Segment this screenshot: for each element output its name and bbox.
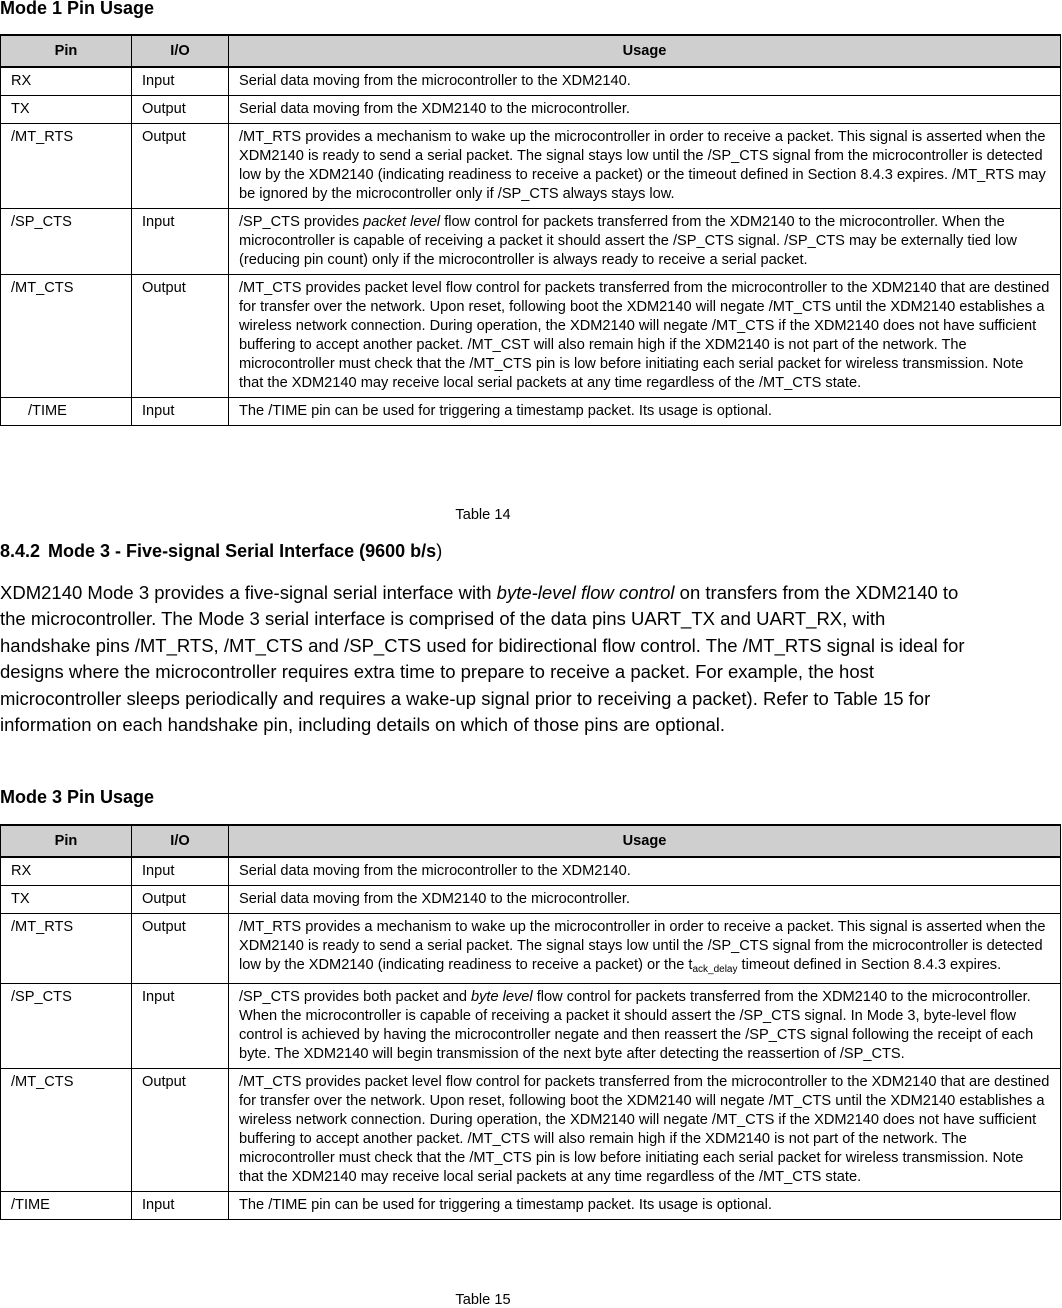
usage-text: flow control for packets transferred from the XDM2140 to the microcontroller. When the microcontroller is capable of receiving a packet it should assert the /SP_CTS signal. In Mode 3, byte-level flow control is achieved by having the microcontroller negate and then reassert the /SP_CTS signal following the receipt of each byte. The XDM2140 will begin transmission of the next byte after detecting the reassertion of /SP_CTS. bbox=[239, 989, 1034, 1062]
pin-cell: /MT_CTS bbox=[1, 275, 132, 398]
io-cell: Input bbox=[132, 1192, 229, 1220]
table14 bbox=[0, 34, 1061, 426]
pin-cell: /SP_CTS bbox=[1, 984, 132, 1069]
header-pin: Pin bbox=[1, 35, 132, 67]
pin-cell: /TIME bbox=[1, 398, 132, 426]
io-cell: Output bbox=[132, 1069, 229, 1192]
io-cell: Input bbox=[132, 209, 229, 275]
section-paragraph bbox=[0, 580, 975, 738]
table-row bbox=[1, 1069, 1061, 1192]
section-number: 8.4.2 bbox=[0, 541, 41, 561]
usage-emphasis: byte level bbox=[471, 989, 533, 1005]
usage-cell: Serial data moving from the microcontroller to the XDM2140. bbox=[229, 857, 1061, 886]
table-row bbox=[1, 96, 1061, 124]
io-cell: Output bbox=[132, 96, 229, 124]
io-cell: Input bbox=[132, 984, 229, 1069]
pin-cell: /TIME bbox=[1, 1192, 132, 1220]
paragraph-text: XDM2140 Mode 3 provides a five-signal serial interface with bbox=[0, 582, 497, 603]
table-header-row bbox=[1, 35, 1061, 67]
paragraph-text: on transfers from the XDM2140 to the microcontroller. The Mode 3 serial interface is comprised of the data pins UART_TX and UART_RX, with handshake pins /MT_RTS, /MT_CTS and /SP_CTS used for bidirectional flow control. The /MT_RTS signal is ideal for designs where the microcontroller requires extra time to prepare to receive a packet. For example, the host microcontroller sleeps periodically and requires a wake-up signal prior to receiving a packet). Refer to Table 15 for information on each handshake pin, including details on which of those pins are optional. bbox=[0, 582, 965, 736]
usage-cell: /MT_CTS provides packet level flow control for packets transferred from the microcontroller to the XDM2140 that are destined for transfer over the network. Upon reset, following boot the XDM2140 will negate /MT_CTS until the XDM2140 establishes a wireless network connection. During operation, the XDM2140 will negate /MT_CTS if the XDM2140 does not have sufficient buffering to accept another packet. /MT_CST will also remain high if the XDM2140 is not part of the network. The microcontroller must check that the /MT_CTS pin is low before initiating each serial packet for wireless transmission. Note that the XDM2140 may receive local serial packets at any time regardless of the /MT_CTS state. bbox=[229, 275, 1061, 398]
usage-cell bbox=[229, 984, 1061, 1069]
io-cell: Input bbox=[132, 398, 229, 426]
usage-subscript: ack_delay bbox=[692, 964, 738, 975]
table-row bbox=[1, 67, 1061, 96]
section-title-close: ) bbox=[436, 541, 443, 561]
usage-cell bbox=[229, 209, 1061, 275]
usage-text: /SP_CTS provides both packet and bbox=[239, 989, 472, 1005]
pin-cell: /MT_RTS bbox=[1, 124, 132, 209]
io-cell: Input bbox=[132, 857, 229, 886]
io-cell: Output bbox=[132, 124, 229, 209]
table-row bbox=[1, 124, 1061, 209]
pin-cell: TX bbox=[1, 96, 132, 124]
table15 bbox=[0, 824, 1061, 1220]
header-usage: Usage bbox=[229, 825, 1061, 857]
table15-caption: Table 15 bbox=[455, 1292, 511, 1308]
table-row bbox=[1, 984, 1061, 1069]
usage-cell: The /TIME pin can be used for triggering a timestamp packet. Its usage is optional. bbox=[229, 398, 1061, 426]
pin-cell: TX bbox=[1, 886, 132, 914]
usage-cell: Serial data moving from the microcontroller to the XDM2140. bbox=[229, 67, 1061, 96]
pin-cell: RX bbox=[1, 857, 132, 886]
usage-text: flow control for packets transferred from the XDM2140 to the microcontroller. When the microcontroller is capable of receiving a packet it should assert the /SP_CTS signal. /SP_CTS may be externally tied low (reducing pin count) only if the microcontroller is always ready to receive a serial packet. bbox=[239, 214, 1017, 268]
header-io: I/O bbox=[132, 825, 229, 857]
pin-cell: /MT_RTS bbox=[1, 914, 132, 984]
table-row bbox=[1, 398, 1061, 426]
usage-cell: Serial data moving from the XDM2140 to the microcontroller. bbox=[229, 886, 1061, 914]
usage-emphasis: packet level bbox=[363, 214, 441, 230]
usage-cell: /MT_CTS provides packet level flow control for packets transferred from the microcontroller to the XDM2140 that are destined for transfer over the network. Upon reset, following boot the XDM2140 will negate /MT_CTS until the XDM2140 establishes a wireless network connection. During operation, the XDM2140 will negate /MT_CTS if the XDM2140 does not have sufficient buffering to accept another packet. /MT_CTS will also remain high if the XDM2140 is not part of the network. The microcontroller must check that the /MT_CTS pin is low before initiating each serial packet for wireless transmission. Note that the XDM2140 may receive local serial packets at any time regardless of the /MT_CTS state. bbox=[229, 1069, 1061, 1192]
table-row bbox=[1, 209, 1061, 275]
table-header-row bbox=[1, 825, 1061, 857]
usage-cell: The /TIME pin can be used for triggering a timestamp packet. Its usage is optional. bbox=[229, 1192, 1061, 1220]
usage-text: timeout defined in Section 8.4.3 expires. bbox=[737, 957, 1002, 973]
header-io: I/O bbox=[132, 35, 229, 67]
io-cell: Output bbox=[132, 886, 229, 914]
table15-title: Mode 3 Pin Usage bbox=[0, 787, 155, 807]
io-cell: Input bbox=[132, 67, 229, 96]
pin-cell: /SP_CTS bbox=[1, 209, 132, 275]
paragraph-emphasis: byte-level flow control bbox=[496, 582, 675, 603]
section-heading bbox=[0, 541, 442, 562]
io-cell: Output bbox=[132, 914, 229, 984]
pin-cell: RX bbox=[1, 67, 132, 96]
usage-text: /MT_RTS provides a mechanism to wake up the microcontroller in order to receive a packet. This signal is asserted when the XDM2140 is ready to send a serial packet. The signal stays low until the /SP_CTS signal from the microcontroller is detected low by the XDM2140 (indicating readiness to receive a packet) or the t bbox=[239, 919, 1046, 973]
table-row bbox=[1, 914, 1061, 984]
header-pin: Pin bbox=[1, 825, 132, 857]
io-cell: Output bbox=[132, 275, 229, 398]
header-usage: Usage bbox=[229, 35, 1061, 67]
table-row bbox=[1, 275, 1061, 398]
table-row bbox=[1, 886, 1061, 914]
usage-cell: Serial data moving from the XDM2140 to the microcontroller. bbox=[229, 96, 1061, 124]
table14-title: Mode 1 Pin Usage bbox=[0, 0, 155, 18]
table-row bbox=[1, 857, 1061, 886]
section-title: Mode 3 - Five-signal Serial Interface (9600 b/s bbox=[48, 541, 437, 561]
pin-cell: /MT_CTS bbox=[1, 1069, 132, 1192]
usage-cell bbox=[229, 914, 1061, 984]
usage-cell: /MT_RTS provides a mechanism to wake up the microcontroller in order to receive a packet. This signal is asserted when the XDM2140 is ready to send a serial packet. The signal stays low until the /SP_CTS signal from the microcontroller is detected low by the XDM2140 (indicating readiness to receive a packet) or the timeout defined in Section 8.4.3 expires. /MT_RTS may be ignored by the microcontroller only if /SP_CTS always stays low. bbox=[229, 124, 1061, 209]
table14-caption: Table 14 bbox=[455, 507, 511, 523]
usage-text: /SP_CTS provides bbox=[239, 214, 364, 230]
table-row bbox=[1, 1192, 1061, 1220]
